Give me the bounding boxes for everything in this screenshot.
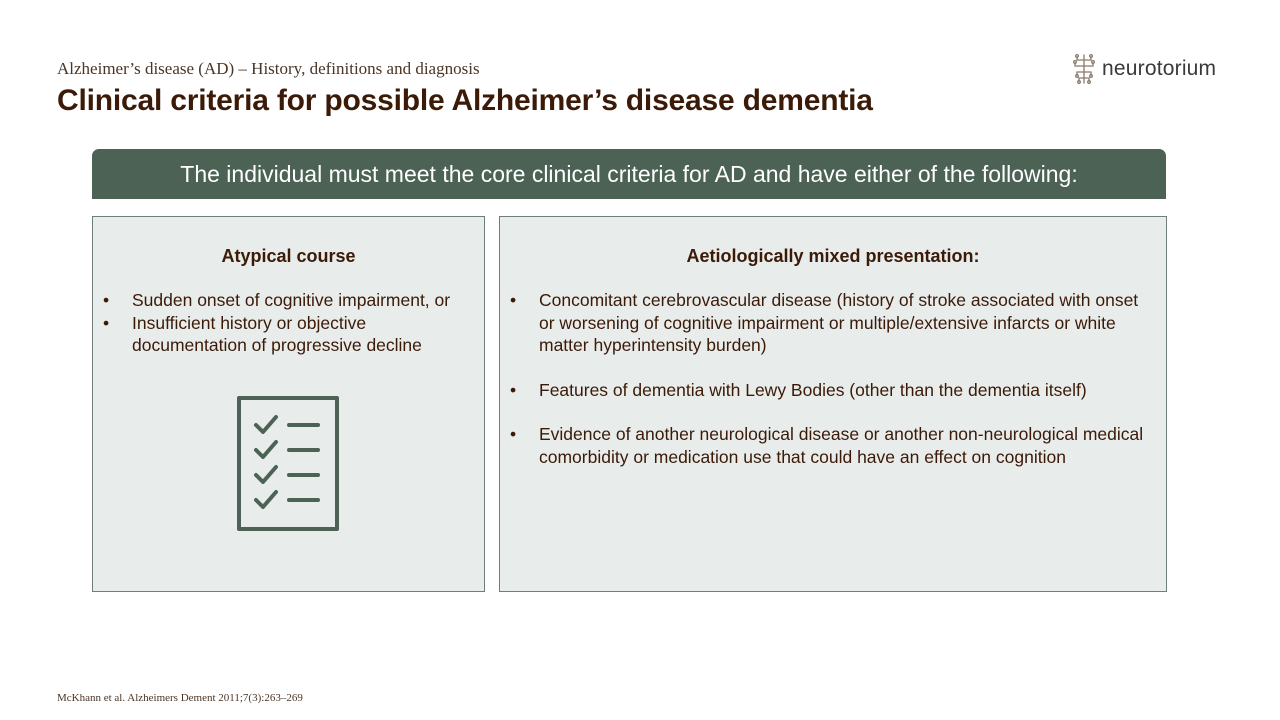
checklist-icon	[236, 395, 340, 533]
list-item: • Concomitant cerebrovascular disease (history of stroke associated with onset or worsening of cognitive impairment or multiple/extensive infarcts or white matter hyperintensity burden)	[510, 289, 1150, 357]
slide-title: Clinical criteria for possible Alzheimer’s disease dementia	[57, 84, 873, 117]
neurotorium-logo-icon	[1071, 53, 1097, 85]
criteria-banner	[92, 149, 1166, 199]
atypical-course-list	[103, 289, 483, 357]
banner-text: The individual must meet the core clinical criteria for AD and have either of the following:	[180, 160, 1078, 187]
mixed-presentation-list	[510, 289, 1150, 468]
list-item: • Evidence of another neurological disease or another non-neurological medical comorbidity or medication use that could have an effect on cognition	[510, 423, 1150, 468]
list-item: • Features of dementia with Lewy Bodies (other than the dementia itself)	[510, 379, 1150, 402]
mixed-presentation-title: Aetiologically mixed presentation:	[686, 246, 980, 266]
mixed-presentation-panel	[499, 216, 1167, 592]
logo-wordmark: neurotorium	[1102, 57, 1217, 80]
list-item: • Insufficient history or objective documentation of progressive decline	[103, 312, 483, 357]
slide-subtitle: Alzheimer’s disease (AD) – History, definitions and diagnosis	[57, 59, 480, 78]
atypical-course-panel	[92, 216, 485, 592]
list-item: • Sudden onset of cognitive impairment, or	[103, 289, 483, 312]
reference-footnote: McKhann et al. Alzheimers Dement 2011;7(3):263–269	[57, 692, 303, 704]
neurotorium-logo	[1071, 53, 1216, 85]
atypical-course-title: Atypical course	[221, 246, 356, 266]
